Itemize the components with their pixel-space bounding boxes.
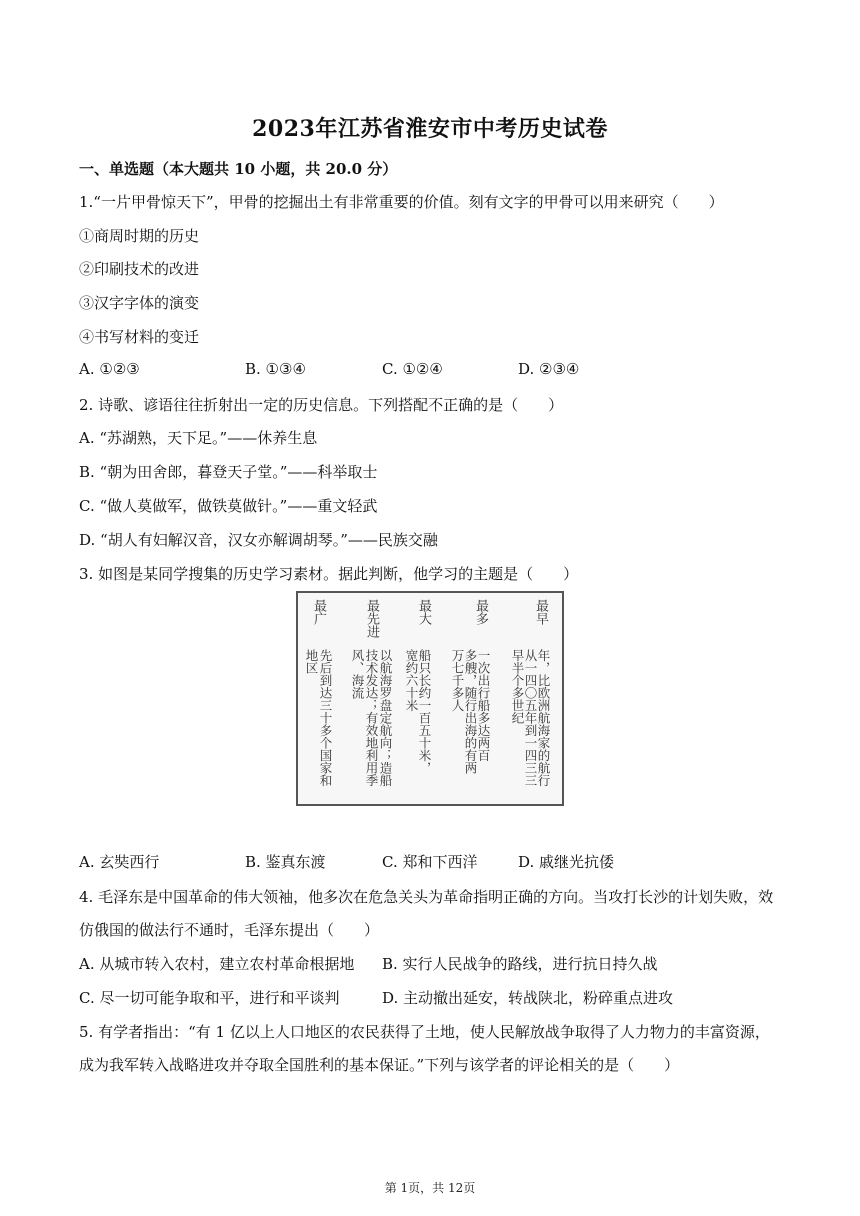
figure-header: 最广: [311, 599, 326, 625]
question-1-item: ④书写材料的变迁: [79, 328, 200, 346]
figure-text: 船只长约一百五十米，: [417, 649, 432, 774]
question-4-option-d[interactable]: D. 主动撤出延安，转战陕北，粉碎重点进攻: [382, 989, 674, 1007]
figure-header: 最先进: [364, 599, 379, 638]
question-1-stem: 1.“一片甲骨惊天下”，甲骨的挖掘出土有非常重要的价值。刻有文字的甲骨可以用来研究（ ）: [79, 193, 724, 211]
figure-text: 万七千多人: [450, 649, 465, 712]
question-1-item: ③汉字字体的演变: [79, 294, 200, 312]
page-footer: 第 1页，共 12页: [384, 1181, 476, 1195]
figure-header: 最大: [416, 599, 431, 625]
figure-text: 多艘，随行出海的有两: [463, 649, 478, 774]
question-2-option-d[interactable]: D. “胡人有妇解汉音，汉女亦解调胡琴。”——民族交融: [79, 531, 438, 549]
question-3-stem: 3. 如图是某同学搜集的历史学习素材。据此判断，他学习的主题是（ ）: [79, 565, 579, 583]
figure-text: 技术发达；有效地利用季: [364, 649, 379, 787]
question-1-option-a[interactable]: A. ①②③: [79, 360, 140, 378]
figure-text: 风、海流: [350, 649, 365, 699]
question-5-stem-cont: 成为我军转入战略进攻并夺取全国胜利的基本保证。”下列与该学者的评论相关的是（ ）: [79, 1056, 680, 1074]
question-5-stem: 5. 有学者指出：“有 1 亿以上人口地区的农民获得了土地，使人民解放战争取得了人力物力的丰富资源，: [79, 1023, 770, 1041]
figure-text: 以航海罗盘定航向；造船: [378, 649, 393, 787]
question-1-option-d[interactable]: D. ②③④: [518, 360, 580, 378]
figure-text: 先后到达三十多个国家和: [318, 649, 333, 787]
page-title: 2023年江苏省淮安市中考历史试卷: [252, 116, 608, 142]
question-3-option-c[interactable]: C. 郑和下西洋: [382, 853, 478, 871]
figure-header: 最早: [533, 599, 548, 625]
section-heading: 一、单选题（本大题共 10 小题，共 20.0 分）: [79, 160, 398, 178]
question-4-stem: 4. 毛泽东是中国革命的伟大领袖，他多次在危急关头为革命指明正确的方向。当攻打长沙的计划失败，效: [79, 888, 774, 906]
zheng-he-figure: [296, 591, 564, 806]
question-2-option-b[interactable]: B. “朝为田舍郎，暮登天子堂。”——科举取士: [79, 463, 378, 481]
question-4-stem-cont: 仿俄国的做法行不通时，毛泽东提出（ ）: [79, 921, 380, 939]
figure-text: 宽约六十米: [404, 649, 419, 712]
question-3-option-d[interactable]: D. 戚继光抗倭: [518, 853, 615, 871]
question-2-stem: 2. 诗歌、谚语往往折射出一定的历史信息。下列搭配不正确的是（ ）: [79, 396, 564, 414]
question-4-option-b[interactable]: B. 实行人民战争的路线，进行抗日持久战: [382, 955, 658, 973]
question-1-item: ①商周时期的历史: [79, 227, 200, 245]
question-4-option-c[interactable]: C. 尽一切可能争取和平，进行和平谈判: [79, 989, 340, 1007]
question-3-option-a[interactable]: A. 玄奘西行: [79, 853, 160, 871]
question-1-item: ②印刷技术的改进: [79, 260, 200, 278]
figure-text: 早半个多世纪: [510, 649, 525, 724]
figure-header: 最多: [473, 599, 488, 625]
figure-text: 从一四〇五年到一四三三: [523, 649, 538, 787]
question-2-option-a[interactable]: A. “苏湖熟，天下足。”——休养生息: [79, 429, 318, 447]
question-1-option-c[interactable]: C. ①②④: [382, 360, 443, 378]
question-2-option-c[interactable]: C. “做人莫做军，做铁莫做针。”——重文轻武: [79, 497, 378, 515]
figure-text: 一次出行船多达两百: [476, 649, 491, 762]
figure-text: 年，比欧洲航海家的航行: [536, 649, 551, 787]
question-1-option-b[interactable]: B. ①③④: [245, 360, 306, 378]
question-4-option-a[interactable]: A. 从城市转入农村，建立农村革命根据地: [79, 955, 355, 973]
question-3-option-b[interactable]: B. 鉴真东渡: [245, 853, 326, 871]
figure-text: 地区: [304, 649, 319, 674]
